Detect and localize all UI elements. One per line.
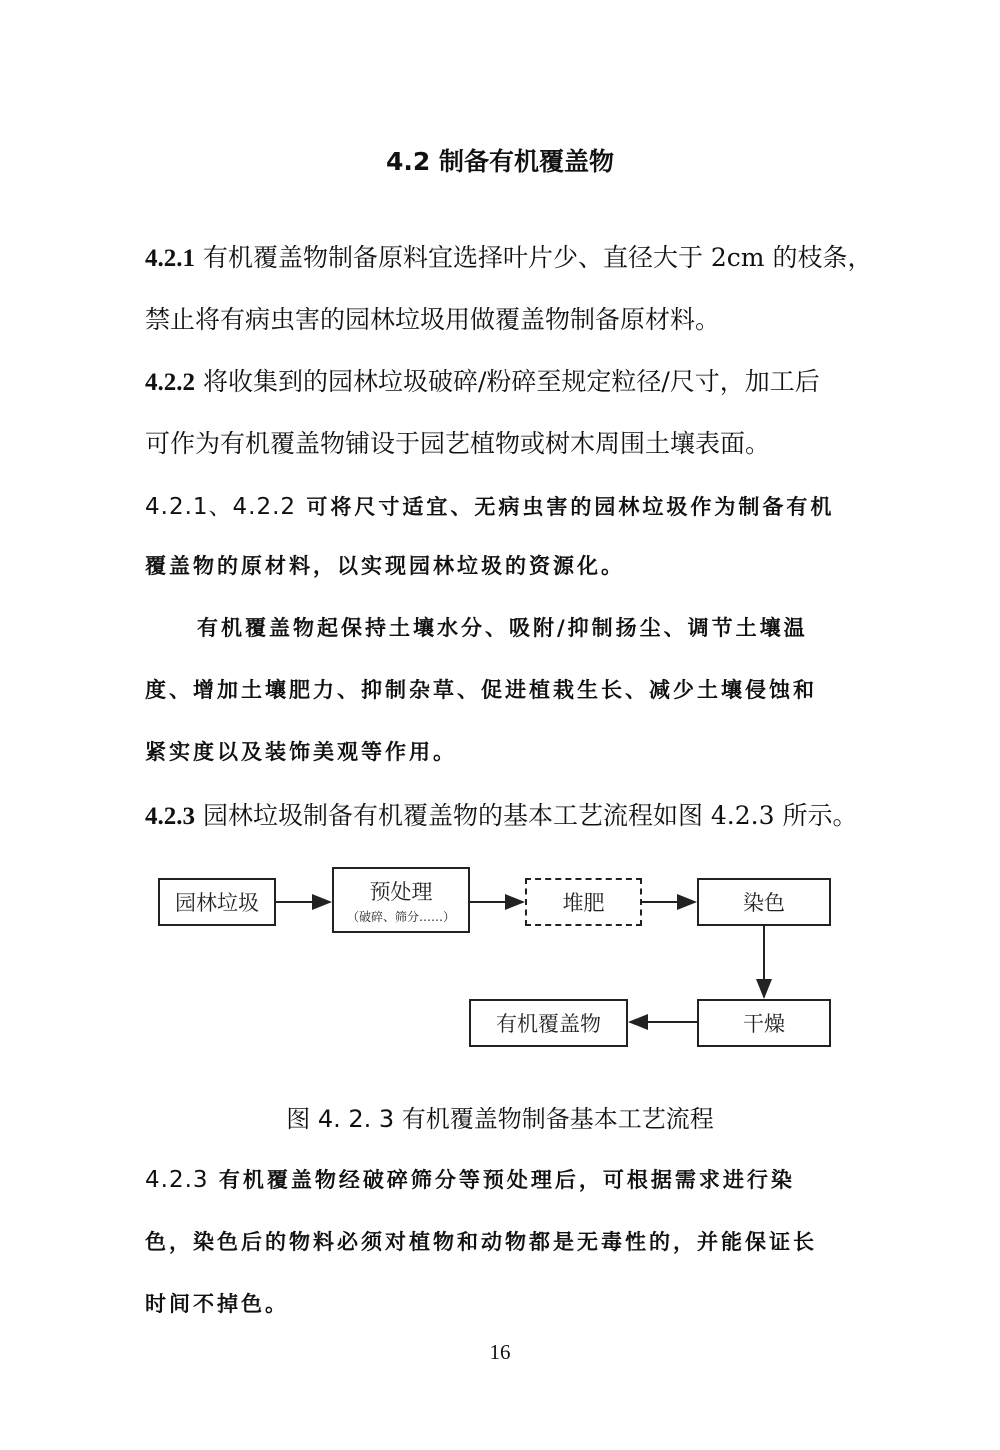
flow-step-organic-mulch bbox=[469, 999, 628, 1047]
page-number: 16 bbox=[489, 1340, 511, 1364]
clause-text: 园林垃圾制备有机覆盖物的基本工艺流程如图 4.2.3 所示。 bbox=[202, 801, 858, 830]
flow-step-drying bbox=[697, 999, 831, 1047]
note-number: 4.2.3 bbox=[145, 1167, 209, 1193]
clause-text: 将收集到的园林垃圾破碎/粉碎至规定粒径/尺寸，加工后 bbox=[202, 367, 820, 396]
flow-step-pretreatment bbox=[332, 867, 470, 933]
note-text: 可将尺寸适宜、无病虫害的园林垃圾作为制备有机 bbox=[306, 495, 835, 519]
note-number: 4.2.1、4.2.2 bbox=[145, 494, 297, 520]
clause-number: 4.2.1 bbox=[145, 245, 195, 272]
flow-step-sublabel: （破碎、筛分……） bbox=[346, 909, 455, 924]
note-1-line-2: 覆盖物的原材料，以实现园林垃圾的资源化。 bbox=[145, 554, 625, 578]
clause-number: 4.2.3 bbox=[145, 803, 195, 830]
flow-step-label: 堆肥 bbox=[562, 891, 605, 915]
note-3-line-3: 时间不掉色。 bbox=[145, 1292, 289, 1316]
flow-step-label: 园林垃圾 bbox=[175, 891, 259, 915]
flow-step-label: 预处理 bbox=[369, 879, 433, 904]
flow-step-compost bbox=[525, 878, 642, 926]
clause-4-2-2-line-2: 可作为有机覆盖物铺设于园艺植物或树木周围土壤表面。 bbox=[145, 429, 771, 458]
figure-caption: 图 4. 2. 3 有机覆盖物制备基本工艺流程 bbox=[286, 1105, 714, 1133]
flow-step-label: 有机覆盖物 bbox=[496, 1012, 601, 1036]
flow-step-garden-waste bbox=[158, 878, 276, 926]
note-2-line-3: 紧实度以及装饰美观等作用。 bbox=[145, 740, 457, 764]
note-text: 有机覆盖物经破碎筛分等预处理后，可根据需求进行染 bbox=[218, 1168, 795, 1192]
flow-step-label: 染色 bbox=[743, 891, 785, 915]
clause-number: 4.2.2 bbox=[145, 369, 195, 396]
flow-step-label: 干燥 bbox=[743, 1012, 785, 1036]
clause-text: 有机覆盖物制备原料宜选择叶片少、直径大于 2cm 的枝条， bbox=[202, 243, 873, 272]
note-3-line-2: 色，染色后的物料必须对植物和动物都是无毒性的，并能保证长 bbox=[145, 1230, 817, 1254]
clause-4-2-1-line-2: 禁止将有病虫害的园林垃圾用做覆盖物制备原材料。 bbox=[145, 305, 721, 334]
flow-step-dyeing bbox=[697, 878, 831, 926]
note-2-line-2: 度、增加土壤肥力、抑制杂草、促进植栽生长、减少土壤侵蚀和 bbox=[145, 678, 817, 702]
note-2-line-1: 有机覆盖物起保持土壤水分、吸附/抑制扬尘、调节土壤温 bbox=[197, 616, 808, 640]
note-3-line-1 bbox=[145, 1164, 795, 1194]
section-title: 4.2 制备有机覆盖物 bbox=[386, 147, 614, 176]
